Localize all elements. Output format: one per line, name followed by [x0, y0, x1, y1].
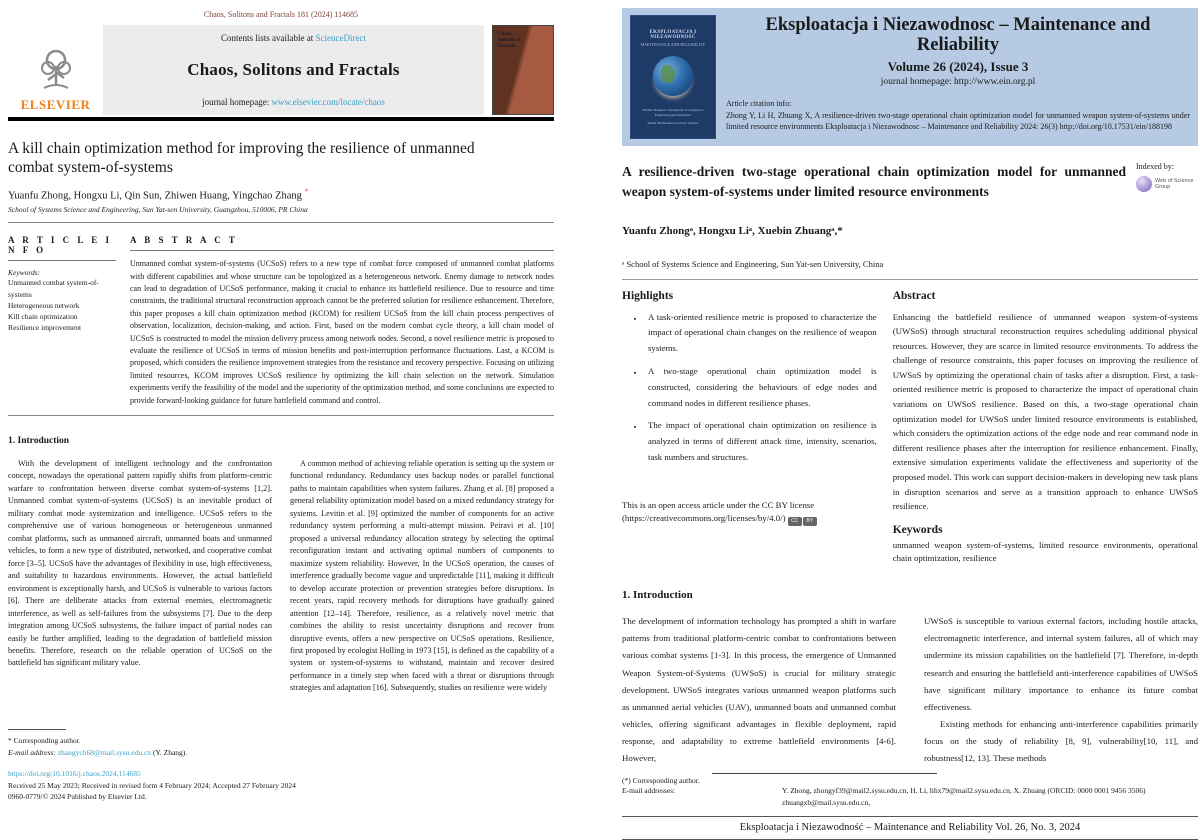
authors-line: Yuanfu Zhongᵃ, Hongxu Liᵃ, Xuebin Zhuangᵃ,* [622, 224, 843, 237]
license-url[interactable]: (https://creativecommons.org/licenses/by/4.0/) [622, 513, 786, 524]
email-line [622, 785, 1198, 808]
cc-by-icons[interactable] [788, 517, 817, 526]
header-divider [8, 117, 554, 121]
web-of-science-logo[interactable] [1136, 176, 1198, 192]
abstract-column [893, 290, 1198, 566]
intro-paragraph: With the development of intelligent technology and the confrontation concept, nowadays the operational pattern rapidly shifts from platform-centric warfare to confrontation between diverse combat system-of-systems [1,2]. Unmanned combat system-of-systems (UCSoS) is an inevitable product of military combat mode systemization and intelligence. UCSoS refers to the comprehensive use of various homogeneous or heterogeneous unmanned combat platforms, such as unmanned aircraft, unmanned boats and unmanned vehicles, to form a new type of distributed, networked, and cooperative combat force [3–5]. UCSoS have the advantages of flexibility in use, high effectiveness, and suitability to hazardous environments. However, the actual battlefield environment is exceptionally harsh, and UCSoS is vulnerable to various factors [6]. There are deliberate attacks from external enemies, electromagnetic interference, as well as self-failures from the subsystems [7]. Due to the deep integration among UCSoS subsystems, the failure impact of partial nodes can easily be further amplified, leading to the degradation of battlefield mission benefits. Therefore, research on the reliable operation of UCSoS on the battlefield has significant military value. [8, 458, 272, 668]
citation-text: Zhong Y, Li H, Zhuang X, A resilience-driven two-stage operational chain optimization model for unmanned weapon system-of-systems under limited resource environments Eksploatacja i Niezawodnosc – Maintenance and Reliability 2024: 26(3) http://doi.org/10.17531/ein/188198 [726, 110, 1190, 132]
issn-copyright: 0960-0779/© 2024 Published by Elsevier Ltd. [8, 791, 147, 801]
corresponding-line: * Corresponding author. [8, 735, 81, 745]
corresponding-author-note [8, 735, 554, 759]
email-label: E-mail address: [8, 747, 56, 757]
received-dates: Received 25 May 2023; Received in revised form 4 February 2024; Accepted 27 February 2024 [8, 780, 296, 790]
authors-text: Yuanfu Zhong, Hongxu Li, Qin Sun, Zhiwen Huang, Yingchao Zhang [8, 190, 302, 202]
affiliation: School of Systems Science and Engineering, Sun Yat-sen University, Guangzhou, 510006, PR China [8, 205, 308, 215]
homepage-line[interactable]: journal homepage: http://www.ein.org.pl [880, 76, 1036, 87]
highlight-text: A task-oriented resilience metric is proposed to characterize the impact of operational chain changes on the resilience of weapon systems. [648, 311, 877, 354]
highlight-item [622, 418, 877, 465]
email-addresses[interactable]: Y. Zhong, zhongyf39@mail2.sysu.edu.cn, H. Li, lihx79@mail2.sysu.edu.cn, X. Zhuang (ORCID: 0000 0001 9456 3506) zhuangxb@mail.sysu.edu.cn, [782, 786, 1146, 807]
page-footer [622, 816, 1198, 840]
intro-paragraph: UWSoS is susceptible to various external factors, including hostile attacks, electromagnetic interference, and internal system failures, all of which may undermine its mission capabilities on the battlefield [7]. Therefore, in-depth research and ensuring the battlefield anti-interference capabilities of UWSoS have significant military importance to enhance its future combat effectiveness. [924, 616, 1198, 712]
journal-citation-header: Chaos, Solitons and Fractals 181 (2024) 114685 [203, 10, 359, 19]
keywords-text: unmanned weapon system-of-systems, limited resource environments, operational chain optimization, resilience [892, 539, 1198, 563]
citation-label: Article citation info: [726, 98, 792, 108]
journal-name: Eksploatacja i Niezawodnosc – Maintenance and Reliability [765, 15, 1151, 56]
bullet-icon: ▪ [633, 314, 637, 323]
highlights-abstract-row [622, 290, 1198, 566]
contents-line [221, 33, 366, 43]
email-link[interactable]: zhangych68@mail.sysu.edu.cn [57, 747, 152, 757]
keywords-heading: Keywords [892, 523, 943, 536]
intro-column-1 [8, 458, 281, 695]
article-title: A kill chain optimization method for improving the resilience of unmanned combat system-of-systems [8, 140, 475, 177]
title-row [622, 162, 1198, 203]
abstract-text: Unmanned combat system-of-systems (UCSoS) refers to a new type of combat force composed of unmanned combat platforms with different capabilities and whose structure can be topologized as a heterogeneous network. Enemy damage to network nodes can lead to degradation of UCSoS performance, making it crucial to enhance its battlefield resilience. Due to resource and time constraints, the traditional structural reconstruction approach cannot be the preferred solution for resilience enhancement. Therefore, this paper proposes a kill chain optimization method (KCOM) for resilient UCSoS from the kill chain process perspectives of observation, localization, decision-making, and action. First, based on the modern combat cycle theory, a kill chain model of UCSoS is constructed to model the mission delivery process among network nodes. Second, a novel resilience metric is proposed to evaluate the resilience of UCSoS in terms of mission benefits and post-interruption performance fluctuations. Last, a KCOM is proposed, which considers the resilience improvement strategies from the resistance and recovery perspective. Focusing on utilizing limited resources, KCOM improves UCSoS resilience by optimizing the kill chain selection on the network. Simulation experiments verify the feasibility of the model and the superiority of the optimization method, and some conclusions are expected to provide forward-looking guidance for future battlefield command and control. [130, 259, 554, 405]
indexed-by-label: Indexed by: [1136, 162, 1174, 171]
journal-cover-thumbnail[interactable] [630, 15, 716, 139]
email-line [8, 747, 554, 759]
masthead-main [716, 15, 1190, 139]
footnote-rule [712, 773, 937, 774]
earth-in-hands-image [653, 56, 693, 96]
divider [8, 222, 554, 223]
homepage-line [202, 97, 385, 107]
cc-icon: CC [788, 517, 802, 526]
intro-column-2 [281, 458, 554, 695]
section-heading-introduction: 1. Introduction [622, 589, 693, 602]
journal-cover-thumbnail[interactable] [492, 25, 554, 115]
divider [8, 415, 554, 416]
open-access-license [622, 499, 877, 526]
wos-logo-text: Web of Science Group [1155, 177, 1194, 190]
wos-globe-icon [1136, 176, 1152, 192]
footer-journal-line: Eksploatacja i Niezawodność – Maintenance and Reliability Vol. 26, No. 3, 2024 [739, 821, 1081, 833]
bullet-icon: ▪ [633, 368, 637, 377]
section-heading-introduction: 1. Introduction [8, 435, 70, 446]
by-icon: BY [803, 517, 817, 526]
article-info-column [8, 235, 116, 407]
homepage-link[interactable]: www.elsevier.com/locate/chaos [271, 97, 385, 107]
article-info-abstract-row [8, 235, 554, 407]
highlights-list [622, 310, 877, 473]
intro-column-1 [622, 613, 910, 767]
cover-society-line-en: Polish Maintenance Society Warsaw [647, 120, 699, 125]
intro-paragraph: The development of information technology has prompted a shift in warfare patterns from traditional platform-centric combat to confrontations between various combat systems [1-3]. In this process, the emergence of Unmanned Weapon System-of-Systems (UWSoS) is crucial for military strategic development. UWSoS integrates various unmanned weapon platforms such as unmanned aerial vehicles (UAV), unmanned boats and unmanned combat vehicles, offering significant advantages in flexible deployment, rapid response, and adaptability to extreme battlefield environments [4-6]. However, [622, 616, 896, 764]
highlights-column [622, 290, 893, 566]
corresponding-author-mark[interactable]: * [304, 186, 309, 196]
contents-prefix: Contents lists available at [221, 33, 316, 43]
license-line-2 [622, 512, 877, 526]
keyword-item: Unmanned combat system-of-systems [8, 278, 99, 299]
bullet-icon: ▪ [633, 423, 637, 432]
cover-title: EKSPLOATACJA I NIEZAWODNOŚĆ [649, 30, 697, 40]
corresponding-line: (*) Corresponding author. [622, 776, 700, 786]
email-label: E-mail addresses: [622, 786, 676, 796]
right-paper-page [622, 0, 1198, 840]
keyword-item: Heterogeneous network [8, 300, 80, 310]
doi-link[interactable]: https://doi.org/10.1016/j.chaos.2024.114685 [8, 768, 141, 778]
keyword-item: Kill chain optimization [8, 312, 78, 321]
intro-paragraph: Existing methods for enhancing anti-interference capabilities primarily focus on the study of reliability [8, 9], vulnerability[10, 11], and robustness[12, 13]. These methods [924, 719, 1198, 764]
abstract-heading: A B S T R A C T [130, 235, 554, 251]
highlight-text: A two-stage operational chain optimization model is constructed, considering the behaviours of edge nodes and command nodes in different resilience phases. [648, 365, 877, 408]
email-suffix: (Y. Zhang). [151, 747, 188, 757]
homepage-prefix: journal homepage: [202, 97, 272, 107]
cover-title: Chaos, Solitons & Fractals [498, 32, 521, 49]
keyword-item: Resilience improvement [8, 323, 82, 333]
masthead-center [103, 25, 484, 115]
volume-issue: Volume 26 (2024), Issue 3 [887, 58, 1029, 74]
sciencedirect-link[interactable]: ScienceDirect [315, 33, 366, 43]
abstract-text: Enhancing the battlefield resilience of unmanned weapon system-of-systems (UWSoS) through structural reconstruction requires scheduling additional physical resources. However, they are scarce in limited resource environments. To address the challenge of resource constraints, this paper focuses on improving the resilience of UWSoS by optimizing the operational chain of tasks after a disruption. First, a task-oriented resilience metric is proposed to characterize the impact of operational chain variations on UWSoS resilience. Based on this, a two-stage operational chain optimization model for UWSoS under limited resource environments is established, which considers the optimization actions of the edge node and rear command node in different resilience phases after the interruption for resilience enhancement. Finally, extensive simulation experiments validate the effectiveness and superiority of the proposed model. This work can support decision-makers in developing new task plans in disruption scenarios and serve as a transition approach to enhance UWSoS resilience. [892, 311, 1198, 512]
elsevier-logo[interactable] [8, 25, 103, 115]
intro-paragraph: A common method of achieving reliable operation is setting up the system or functional redundancy. Redundancy uses backup nodes or parallel functional paths to maintain capabilities when system failures. Zhang et al. [8] proposed a general reliability optimization model based on a mixed redundancy strategy for systems. Levitin et al. [9] optimized the number of components for an active redundancy system performing a multi-attempt mission. Peiravi et al. [10] proposed a universal redundancy allocation strategy by selecting the optimal reconfiguration instant and activating optimal numbers of components to maximize system reliability. However, In the UCSoS operation, the causes of interference gradually become vague and unpredictable [11], making it difficult to develop accurate protection or prevention strategies before disruptions. In recent years, rapid recovery methods for disruptions have gradually gained attention [12–14]. Therefore, resilience, as a relatively novel metric that combines the ability to resist uncertainty disruptions and recover from disruptive events, offers a new perspective on UCSoS operations. Resilience, first proposed by ecologist Holling in 1973 [15], is defined as the capability of a system or system-of-systems to withstand, maintain and recover desired performance in a timely step when faced with a threat or disruptions through strategies and adaptation [16]. Subsequently, studies on resilience were widely [290, 458, 554, 693]
indexed-by-block [1126, 162, 1198, 203]
intro-column-2 [910, 613, 1198, 767]
highlights-heading: Highlights [622, 289, 674, 302]
divider [622, 279, 1198, 280]
cover-society-line: Polskie Naukowo Techniczne Towarzystwo Eksploatacyjne Warszawa [642, 108, 704, 117]
left-paper-page [8, 0, 554, 801]
introduction-columns [622, 613, 1198, 767]
journal-name: Chaos, Solitons and Fractals [187, 60, 400, 79]
cover-subtitle: MAINTENANCE AND RELIABILITY [640, 42, 706, 47]
elsevier-tree-icon [38, 48, 74, 97]
left-paper-footer [8, 729, 554, 801]
article-info-heading: A R T I C L E I N F O [8, 235, 116, 261]
article-title: A resilience-driven two-stage operational chain optimization model for unmanned weapon system-of-systems under limited resource environments [622, 164, 1126, 200]
journal-masthead [622, 8, 1198, 146]
footnote-rule [8, 729, 66, 730]
journal-masthead [8, 25, 554, 115]
abstract-heading: Abstract [892, 289, 936, 302]
elsevier-wordmark: ELSEVIER [20, 97, 91, 112]
authors-line [8, 187, 554, 202]
introduction-columns [8, 458, 554, 695]
highlight-item [622, 364, 877, 411]
highlight-text: The impact of operational chain optimization on resilience is analyzed in terms of different attack time, intensity, scenarios, task numbers and structures. [648, 420, 877, 463]
corresponding-author-note [622, 773, 1198, 808]
keywords-label: Keywords: [8, 268, 41, 278]
highlight-item [622, 310, 877, 357]
abstract-column [130, 235, 554, 407]
license-line-1: This is an open access article under the CC BY license [622, 499, 815, 510]
affiliation: ᵃ School of Systems Science and Engineering, Sun Yat-sen University, China [622, 258, 884, 269]
